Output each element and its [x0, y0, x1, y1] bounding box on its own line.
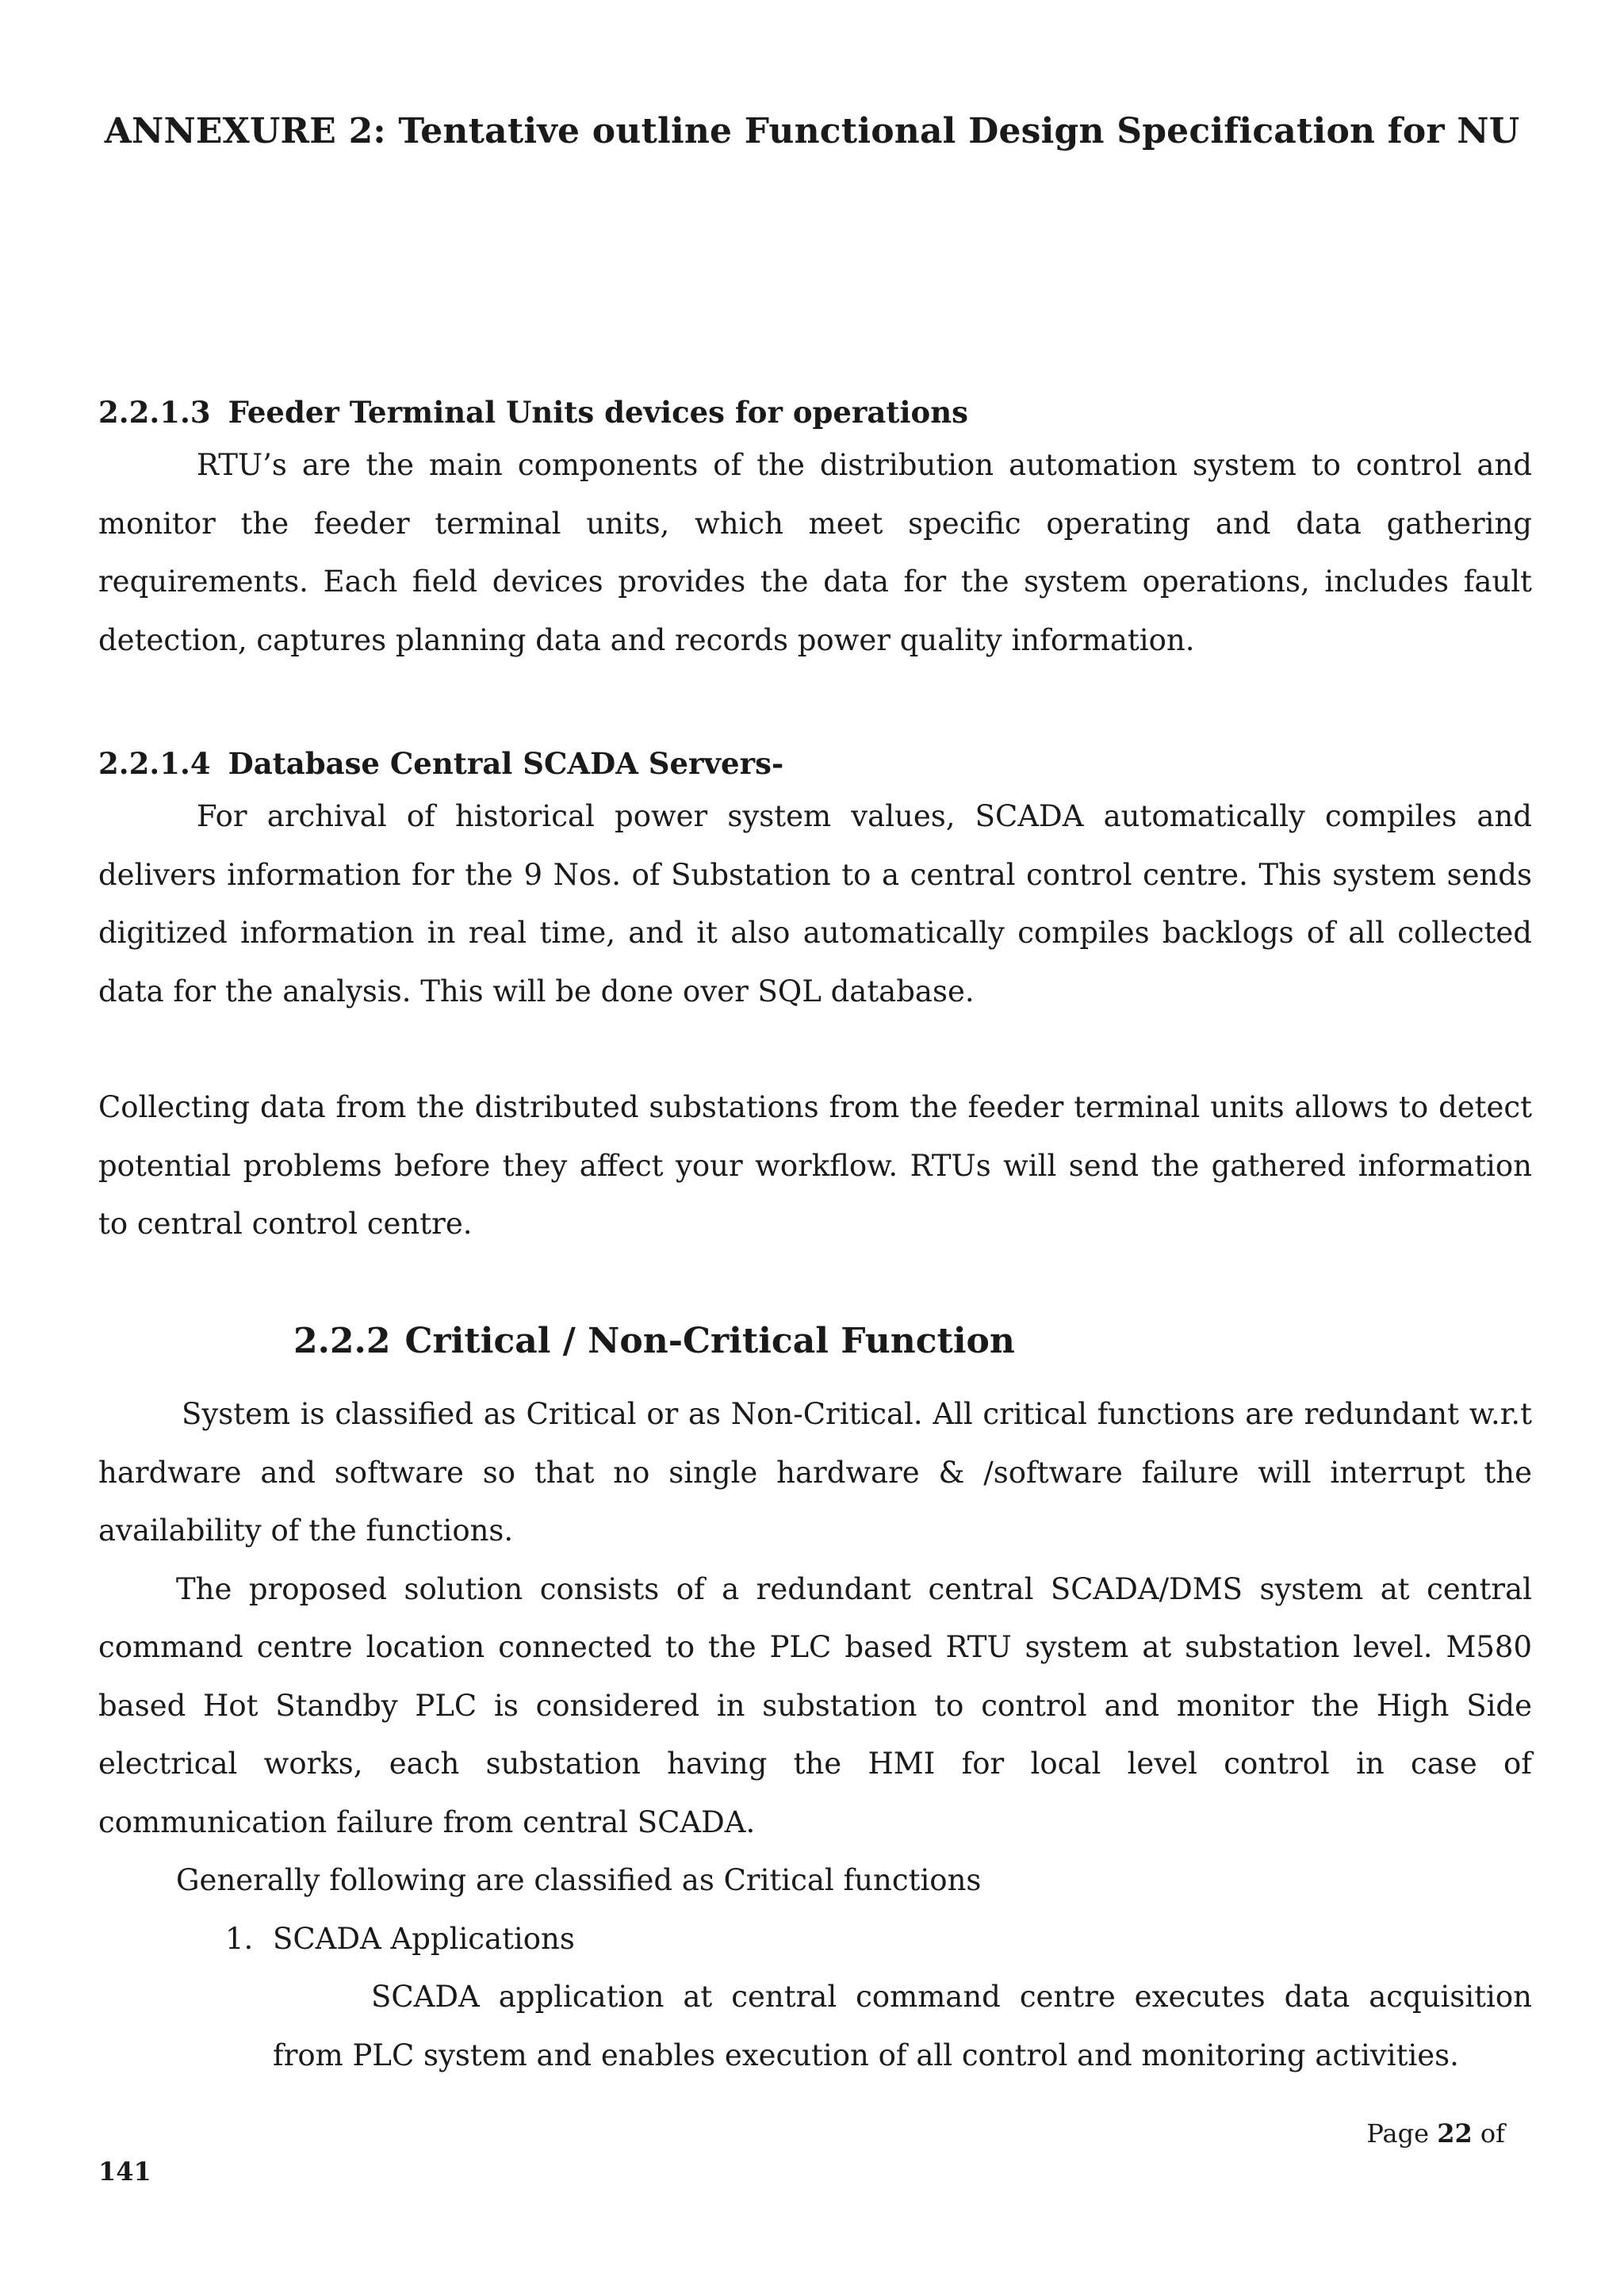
list-item-description: SCADA application at central command centre executes data acquisition from PLC system and enables execution of all control and monitoring activities.: [273, 1980, 1532, 2072]
section-2-2-1-4: [98, 740, 1532, 1253]
section-number: 2.2.2: [293, 1321, 391, 1361]
section-paragraph: Generally following are classified as Critical functions: [176, 1863, 982, 1897]
list-item: [225, 1910, 1532, 1969]
section-number: 2.2.1.3: [98, 395, 211, 430]
section-2-2-2-body: [98, 1385, 1532, 2084]
section-paragraph: System is classified as Critical or as Non-Critical. All critical functions are redundant w.r.t hardware and software so that no single hardware & /software failure will interrupt the availability of the functions.: [98, 1397, 1532, 1548]
list-item-number: 1.: [225, 1921, 254, 1956]
section-paragraph: For archival of historical power system values, SCADA automatically compiles and delivers information for the 9 Nos. of Substation to a central control centre. This system sends digitized information in real time, and it also automatically compiles backlogs of all collected data for the analysis. This will be done over SQL database.: [98, 799, 1532, 1008]
section-heading: [98, 740, 1532, 787]
critical-functions-list: [98, 1910, 1532, 2085]
section-paragraph: Collecting data from the distributed substations from the feeder terminal units allows to detect potential problems before they affect your workflow. RTUs will send the gathered information to central control centre.: [98, 1090, 1532, 1241]
section-heading-2-2-2: [293, 1321, 1015, 1361]
page-number: 22: [1437, 2118, 1473, 2149]
section-paragraph: RTU’s are the main components of the distribution automation system to control and monitor the feeder terminal units, which meet specific operating and data gathering requirements. Each field devices provides the data for the system operations, includes fault detection, captures planning data and records power quality information.: [98, 448, 1532, 657]
section-number: 2.2.1.4: [98, 746, 211, 781]
page-number-footer: [1366, 2118, 1505, 2149]
list-item-label: SCADA Applications: [273, 1921, 575, 1956]
section-title: Database Central SCADA Servers-: [228, 746, 784, 781]
section-paragraph: The proposed solution consists of a redundant central SCADA/DMS system at central command centre location connected to the PLC based RTU system at substation level. M580 based Hot Standby PLC is considered in substation to control and monitor the High Side electrical works, each substation having the HMI for local level control in case of communication failure from central SCADA.: [98, 1571, 1532, 1839]
total-pages: 141: [98, 2156, 151, 2187]
section-heading: [98, 388, 1532, 436]
page-prefix: Page: [1366, 2118, 1430, 2149]
section-title: Critical / Non-Critical Function: [404, 1321, 1015, 1361]
section-title: Feeder Terminal Units devices for operations: [228, 395, 968, 430]
page-title: ANNEXURE 2: Tentative outline Functional Design Specification for NU: [104, 111, 1520, 151]
section-2-2-1-3: [98, 388, 1532, 669]
page-suffix: of: [1480, 2118, 1505, 2149]
